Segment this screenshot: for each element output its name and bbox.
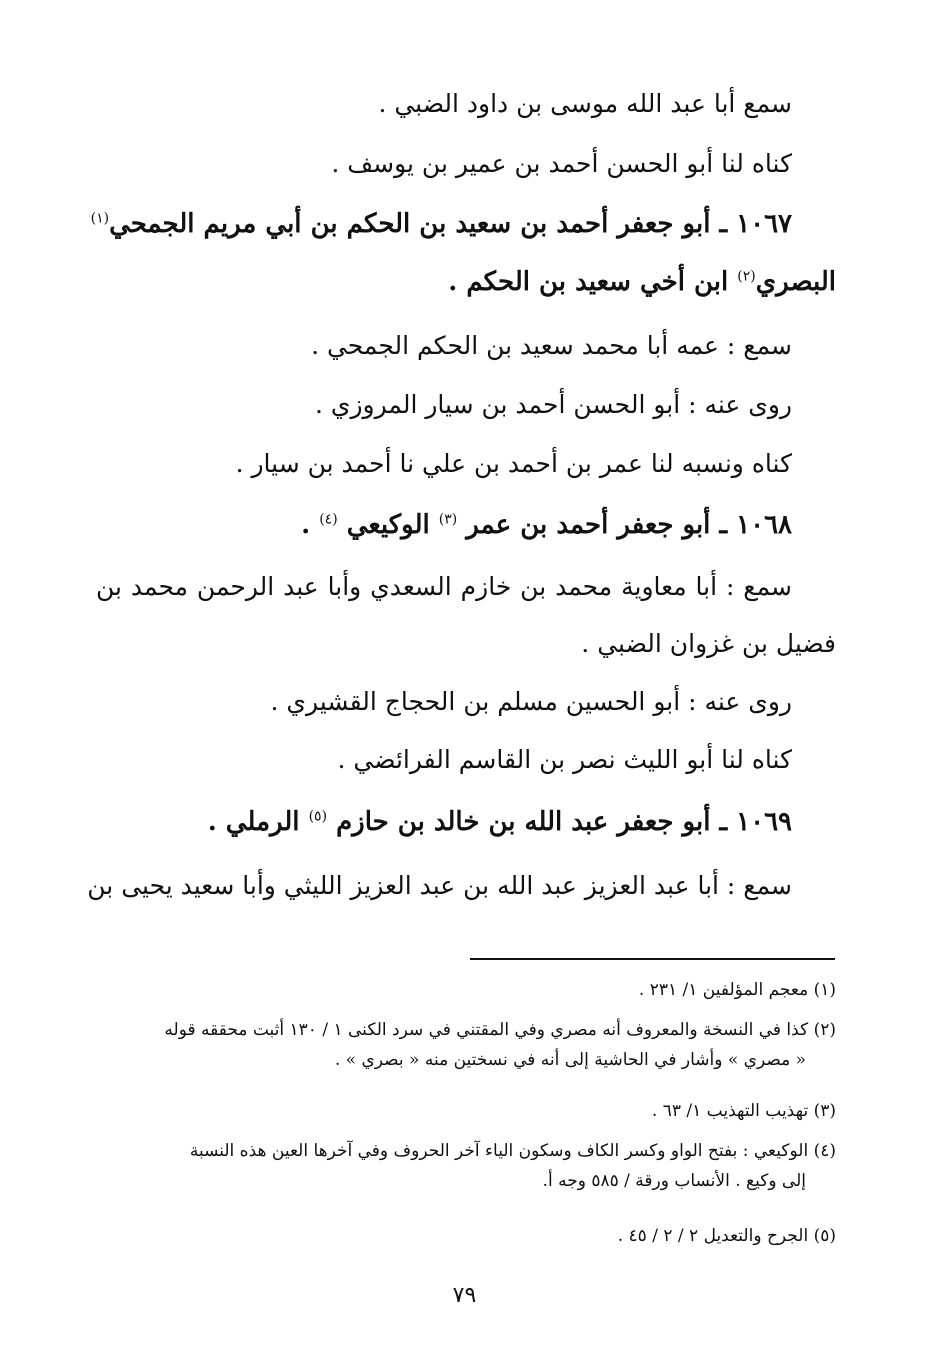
entry-1067-nisba: البصري: [755, 267, 836, 297]
footnote-4: [96, 1136, 836, 1196]
text-line-14: سمع : أبا عبد العزيز عبد الله بن عبد العزيز الليثي وأبا سعيد يحيى بن: [87, 871, 792, 900]
footnote-4-line-2: إلى وكيع . الأنساب ورقة / ٥٨٥ وجه أ.: [542, 1171, 806, 1191]
text-line-2: كناه لنا أبو الحسن أحمد بن عمير بن يوسف .: [331, 149, 792, 178]
entry-1069-nisba: الرملي .: [207, 807, 309, 837]
entry-1068-heading: [301, 505, 792, 545]
entry-1067-relation: ابن أخي سعيد بن الحكم .: [448, 267, 738, 297]
text-line-5: سمع : عمه أبا محمد سعيد بن الحكم الجمحي .: [311, 331, 792, 360]
entry-1068-nisba: الوكيعي: [337, 510, 439, 540]
text-line-10: فضيل بن غزوان الضبي .: [581, 629, 836, 658]
footnote-4-line-1: (٤) الوكيعي : بفتح الواو وكسر الكاف وسكون الياء آخر الحروف وفي آخرها العين هذه النسبة: [189, 1141, 836, 1161]
footnote-ref-4: (٤): [319, 511, 338, 528]
page-number: ٧٩: [452, 1283, 477, 1308]
entry-1067-heading-cont: [448, 262, 836, 302]
entry-1069-title: ١٠٦٩ ـ أبو جعفر عبد الله بن خالد بن حازم: [327, 807, 792, 837]
text-line-1: سمع أبا عبد الله موسى بن داود الضبي .: [378, 89, 792, 118]
entry-1068-title: ١٠٦٨ ـ أبو جعفر أحمد بن عمر: [457, 510, 792, 540]
entry-1069-heading: [208, 802, 792, 842]
footnote-ref-5: (٥): [308, 808, 328, 825]
footnote-ref-1: (١): [90, 210, 110, 227]
footnote-separator: [470, 958, 835, 960]
text-line-9: سمع : أبا معاوية محمد بن خازم السعدي وأبا عبد الرحمن محمد بن: [96, 572, 792, 601]
entry-1068-end: .: [301, 510, 320, 540]
footnote-ref-2: (٢): [737, 268, 756, 285]
footnote-1: (١) معجم المؤلفين ١/ ٢٣١ .: [638, 980, 836, 1000]
text-line-12: كناه لنا أبو الليث نصر بن القاسم الفرائضي .: [337, 745, 792, 774]
footnote-5: (٥) الجرح والتعديل ٢ / ٢ / ٤٥ .: [617, 1226, 836, 1246]
footnote-2-line-2: « مصري » وأشار في الحاشية إلى أنه في نسختين منه « بصري » .: [334, 1050, 806, 1070]
footnote-2: [96, 1015, 836, 1075]
entry-1067-heading: [91, 204, 792, 244]
text-line-6: روى عنه : أبو الحسن أحمد بن سيار المروزي .: [315, 390, 792, 419]
text-line-11: روى عنه : أبو الحسين مسلم بن الحجاج القشيري .: [270, 687, 792, 716]
footnote-2-line-1: (٢) كذا في النسخة والمعروف أنه مصري وفي المقتني في سرد الكنى ١ / ١٣٠ أثبت محققه قوله: [164, 1020, 836, 1040]
entry-1067-title: ١٠٦٧ ـ أبو جعفر أحمد بن سعيد بن الحكم بن أبي مريم الجمحي: [109, 209, 792, 239]
footnote-ref-3: (٣): [438, 511, 458, 528]
text-line-7: كناه ونسبه لنا عمر بن أحمد بن علي نا أحمد بن سيار .: [235, 449, 792, 478]
footnote-3: (٣) تهذيب التهذيب ١/ ٦٣ .: [651, 1101, 836, 1121]
